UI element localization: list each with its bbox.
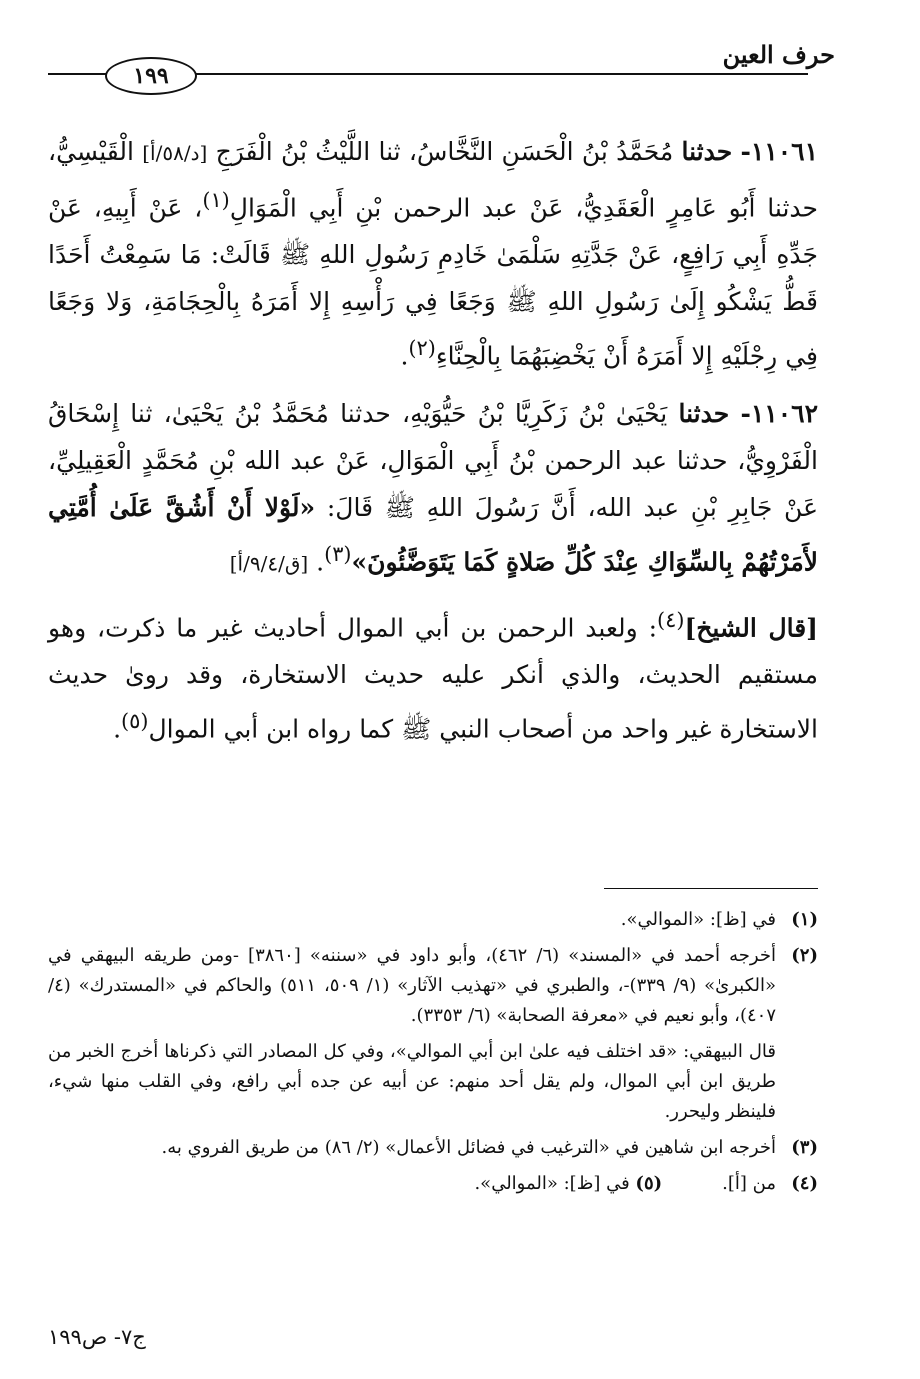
haddathana-label: حدثنا <box>678 398 730 428</box>
footnote-text: في [ظ]: «الموالي». <box>474 1173 630 1194</box>
shaykh-text: : ولعبد الرحمن بن أبي الموال أحاديث غير ما ذكرت، وهو مستقيم الحديث، والذي أنكر عليه حديث الاستخارة، وقد روىٰ حديث الاستخارة غير واحد من أصحاب النبي ﷺ كما رواه ابن أبي الموال <box>48 613 818 744</box>
footnote-number: (٣) <box>791 1137 818 1158</box>
shaykh-end: . <box>113 714 122 744</box>
footnote-number: (٥) <box>635 1173 663 1194</box>
hadith-number: ١١٠٦٢- <box>740 398 818 428</box>
haddathana-label: حدثنا <box>681 137 733 166</box>
hadith-end: . <box>316 546 325 576</box>
shaykh-comment <box>48 597 818 753</box>
footnote-text: أخرجه أحمد في «المسند» (٦/ ٤٦٢)، وأبو داود في «سننه» [٣٨٦٠] -ومن طريقه البيهقي في «الكبرىٰ» (٩/ ٣٣٩)-، والطبري في «تهذيب الآثار» (١/ ٥٠٩، ٥١١) والحاكم في «المستدرك» (٤/ ٤٠٧)، وأبو نعيم في «معرفة الصحابة» (٦/ ٣٣٥٣). <box>48 945 777 1026</box>
footnote-marker[interactable]: (٤) <box>657 607 685 632</box>
page-number <box>105 57 197 95</box>
shaykh-label: [قال الشيخ] <box>684 613 819 643</box>
footnote-number: (٢) <box>791 945 818 966</box>
footnote-number: (١) <box>791 909 818 930</box>
footnote-rule <box>604 888 818 889</box>
volume-page-folio: ج٧- ص١٩٩ <box>48 1325 146 1349</box>
main-text <box>48 128 818 763</box>
footnote-2-continuation: قال البيهقي: «قد اختلف فيه علىٰ ابن أبي الموالي»، وفي كل المصادر التي ذكرناها أخرج الخبر من طريق ابن أبي الموال، ولم يقل أحد منهم: عن أبيه عن جده أبي رافع، وفي القلب منها شيء، فلينظر وليحرر. <box>48 1041 776 1122</box>
page-number-text: ١٩٩ <box>133 63 169 89</box>
footnote-marker[interactable]: (٢) <box>408 336 436 361</box>
footnote-marker[interactable]: (١) <box>202 188 230 212</box>
hadith-end: . <box>400 341 409 371</box>
footnote-1 <box>48 905 818 935</box>
hadith-isnad: يَحْيَىٰ بْنُ زَكَرِيَّا بْنُ حَيُّوَيْهِ، حدثنا مُحَمَّدُ بْنُ يَحْيَىٰ، ثنا إِسْحَاقُ الْفَرْوِيُّ، حدثنا عبد الرحمن بْنُ أَبِي الْمَوَالِ، عَنْ عبد الله بْنِ مُحَمَّدٍ الْعَقِيلِيِّ، عَنْ جَابِرِ بْنِ عبد الله، أَنَّ رَسُولَ اللهِ ﷺ قَالَ: <box>48 398 818 522</box>
footnotes <box>48 905 818 1205</box>
footnote-text: أخرجه ابن شاهين في «الترغيب في فضائل الأعمال» (٢/ ٨٦) من طريق الفروي به. <box>161 1137 776 1158</box>
hadith-matn: ، عَنْ أَبِيهِ، عَنْ جَدِّهِ أَبِي رَافِعٍ، عَنْ جَدَّتِهِ سَلْمَىٰ خَادِمِ رَسُولِ اللهِ ﷺ قَالَتْ: مَا سَمِعْتُ أَحَدًا قَطُّ يَشْكُو إِلَىٰ رَسُولِ اللهِ ﷺ وَجَعًا فِي رَأْسِهِ إِلا أَمَرَهُ بِالْحِجَامَةِ، وَلا وَجَعًا فِي رِجْلَيْهِ إِلا أَمَرَهُ أَنْ يَخْضِبَهُمَا بِالْحِنَّاءِ <box>48 193 818 371</box>
footnote-marker[interactable]: (٥) <box>121 709 149 734</box>
hadith-11061 <box>48 128 818 380</box>
hadith-isnad: مُحَمَّدُ بْنُ الْحَسَنِ النَّخَّاسُ، ثنا اللَّيْثُ بْنُ الْفَرَجِ <box>215 137 674 166</box>
hadith-isnad-cont: الْقَيْسِيُّ، حدثنا أَبُو عَامِرٍ الْعَقَدِيُّ، عَنْ عبد الرحمن بْنِ أَبِي الْمَوَالِ <box>48 137 818 223</box>
hadith-number: ١١٠٦١- <box>740 137 819 166</box>
manuscript-ref: [ق/٩/٤/أ] <box>229 550 309 575</box>
footnote-4-5 <box>48 1169 818 1199</box>
footnote-3 <box>48 1133 818 1163</box>
section-title: حرف العين <box>722 40 835 69</box>
hadith-11062 <box>48 390 818 587</box>
footnote-text: في [ظ]: «الموالي». <box>620 909 776 930</box>
prophetic-quote: «لَوْلا أَنْ أَشُقَّ عَلَىٰ أُمَّتِي لأَمَرْتُهُمْ بِالسِّوَاكِ عِنْدَ كُلِّ صَلاةٍ كَمَا يَتَوَضَّئُونَ» <box>48 492 818 576</box>
footnote-number: (٤) <box>791 1173 818 1194</box>
footnote-text: من [أ]. <box>722 1173 776 1194</box>
footnote-marker[interactable]: (٣) <box>324 541 352 566</box>
footnote-2 <box>48 941 818 1031</box>
manuscript-ref: [د/٥٨/أ] <box>142 141 208 165</box>
